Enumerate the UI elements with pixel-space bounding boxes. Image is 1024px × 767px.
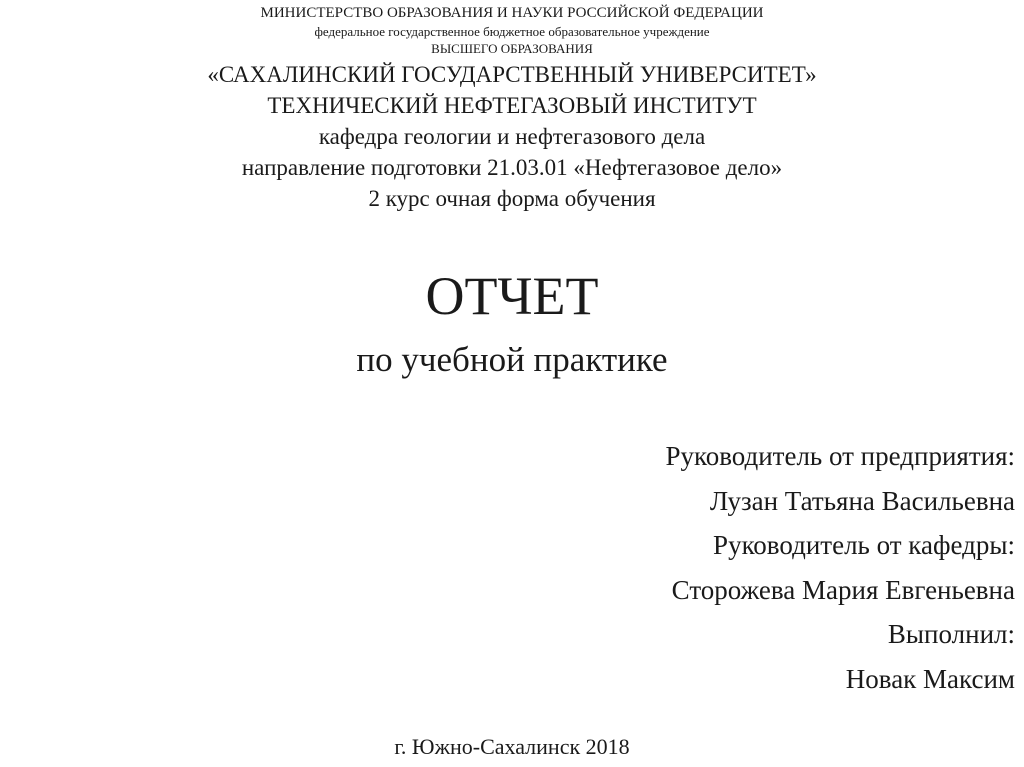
company-supervisor-label: Руководитель от предприятия: — [665, 441, 1015, 471]
department-name: кафедра геологии и нефтегазового дела — [318, 124, 706, 149]
author-name: Новак Максим — [845, 663, 1015, 694]
program-line: направление подготовки 21.03.01 «Нефтегазовое дело» — [241, 155, 783, 180]
signatures-block — [665, 434, 1015, 701]
header-block — [0, 3, 1024, 214]
institute-name: ТЕХНИЧЕСКИЙ НЕФТЕГАЗОВЫЙ ИНСТИТУТ — [267, 93, 757, 118]
department-supervisor-name: Сторожева Мария Евгеньевна — [671, 574, 1015, 605]
department-supervisor-label: Руководитель от кафедры: — [713, 530, 1015, 560]
author-label: Выполнил: — [887, 619, 1015, 649]
city-year-footer: г. Южно-Сахалинск 2018 — [394, 734, 630, 759]
report-subtitle: по учебной практике — [356, 340, 668, 379]
institution-type-line: федеральное государственное бюджетное образовательное учреждение — [314, 24, 710, 39]
report-title: ОТЧЕТ — [425, 266, 599, 326]
course-line: 2 курс очная форма обучения — [368, 186, 656, 211]
ministry-line: МИНИСТЕРСТВО ОБРАЗОВАНИЯ И НАУКИ РОССИЙСКОЙ ФЕДЕРАЦИИ — [260, 5, 764, 21]
university-name: «САХАЛИНСКИЙ ГОСУДАРСТВЕННЫЙ УНИВЕРСИТЕТ» — [207, 62, 817, 87]
education-level-line: ВЫСШЕГО ОБРАЗОВАНИЯ — [431, 41, 593, 56]
company-supervisor-name: Лузан Татьяна Васильевна — [709, 485, 1015, 516]
